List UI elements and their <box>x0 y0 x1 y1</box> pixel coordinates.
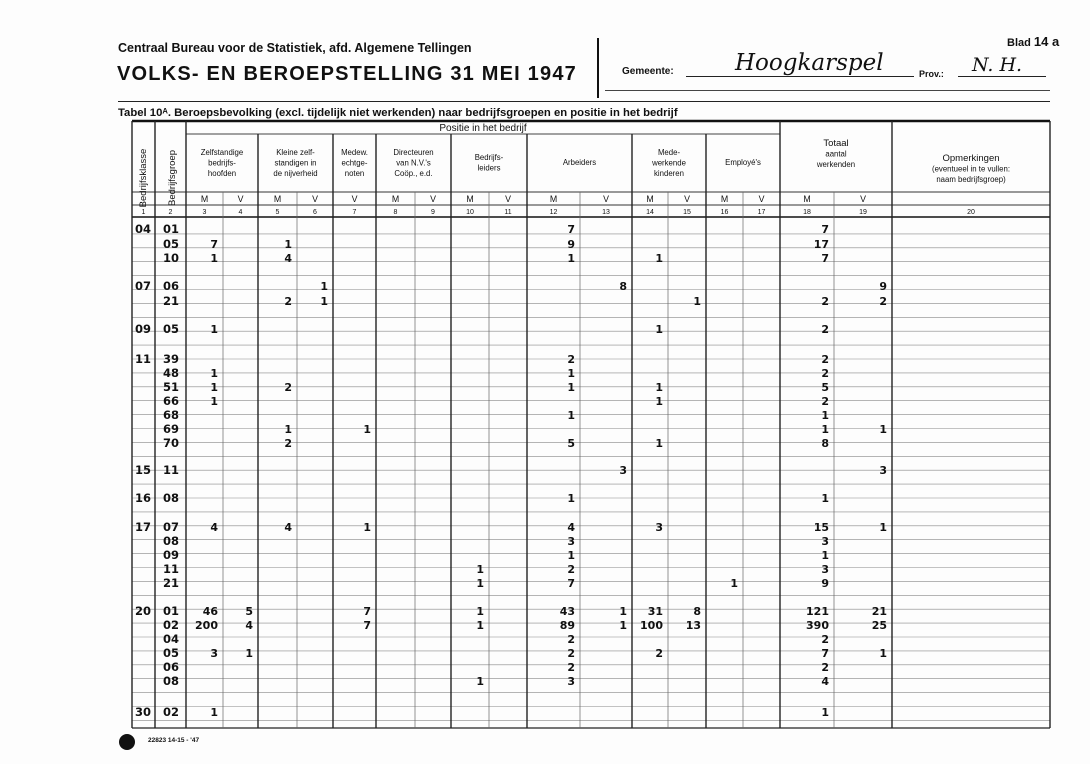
row-20-col-12: 43 <box>559 605 575 618</box>
blad-label: Blad <box>1007 37 1031 49</box>
mv-label-7: V <box>351 194 358 204</box>
row-0-groep: 01 <box>163 222 180 236</box>
header-group-0-line-0: Zelfstandige <box>200 148 244 157</box>
row-17-col-12: 1 <box>567 549 575 562</box>
column-number-12: 12 <box>549 209 558 216</box>
row-3-col-19: 9 <box>879 280 887 293</box>
row-26-klasse: 30 <box>135 705 152 719</box>
gemeente-label: Gemeente: <box>622 66 674 77</box>
header-group-2-line-1: echtge- <box>341 158 368 168</box>
row-4-col-19: 2 <box>879 295 887 308</box>
row-16-col-12: 3 <box>567 535 575 548</box>
header-group-0-line-1: bedrijfs- <box>208 158 236 168</box>
row-25-col-12: 3 <box>567 675 575 688</box>
row-4-col-6: 1 <box>320 295 328 308</box>
row-10-groep: 68 <box>163 408 180 422</box>
row-20-col-4: 5 <box>245 605 253 618</box>
row-18-col-12: 2 <box>567 563 575 576</box>
row-6-col-18: 2 <box>821 353 829 366</box>
row-1-col-5: 1 <box>284 238 292 251</box>
header-positie: Positie in het bedrijf <box>439 123 527 134</box>
header-group-3-line-0: Directeuren <box>393 148 434 157</box>
row-25-col-18: 4 <box>821 675 829 688</box>
header-group-8-line-1: aantal <box>825 149 847 159</box>
row-11-col-18: 1 <box>821 423 829 436</box>
row-2-col-18: 7 <box>821 252 829 265</box>
row-22-col-18: 2 <box>821 633 829 646</box>
row-25-col-10: 1 <box>476 675 484 688</box>
row-19-col-16: 1 <box>730 577 738 590</box>
row-15-groep: 07 <box>163 520 180 534</box>
row-6-groep: 39 <box>163 352 180 366</box>
row-15-col-5: 4 <box>284 521 292 534</box>
row-7-col-3: 1 <box>210 367 218 380</box>
row-7-col-12: 1 <box>567 367 575 380</box>
row-11-col-5: 1 <box>284 423 292 436</box>
mv-label-5: M <box>273 194 282 204</box>
row-0-klasse: 04 <box>135 222 152 236</box>
prov-value: N. H. <box>972 54 1023 76</box>
row-13-col-19: 3 <box>879 464 887 477</box>
row-1-col-18: 17 <box>813 238 829 251</box>
header-group-8-line-0: Totaal <box>823 138 849 149</box>
row-17-col-18: 1 <box>821 549 829 562</box>
row-26-col-18: 1 <box>821 706 829 719</box>
row-11-col-7: 1 <box>363 423 371 436</box>
row-22-groep: 04 <box>163 632 180 646</box>
row-21-col-13: 1 <box>619 619 627 632</box>
header-group-2-line-2: noten <box>344 169 365 178</box>
prov-label: Prov.: <box>919 69 944 79</box>
mv-label-14: M <box>646 194 654 204</box>
row-4-col-15: 1 <box>693 295 701 308</box>
row-18-groep: 11 <box>163 562 180 576</box>
row-2-col-3: 1 <box>210 252 218 265</box>
column-number-3: 3 <box>202 209 207 216</box>
row-9-groep: 66 <box>163 394 180 408</box>
row-12-col-5: 2 <box>284 437 292 450</box>
census-title: VOLKS- EN BEROEPSTELLING 31 MEI 1947 <box>117 63 577 85</box>
row-15-klasse: 17 <box>135 520 152 534</box>
row-24-groep: 06 <box>163 660 180 674</box>
row-12-col-12: 5 <box>567 437 575 450</box>
row-2-col-5: 4 <box>284 252 292 265</box>
header-group-6-line-2: kinderen <box>654 169 684 178</box>
row-2-col-14: 1 <box>655 252 663 265</box>
row-18-col-18: 3 <box>821 563 829 576</box>
row-13-klasse: 15 <box>135 463 152 477</box>
row-21-col-12: 89 <box>559 619 575 632</box>
row-21-col-10: 1 <box>476 619 484 632</box>
row-20-col-15: 8 <box>693 605 701 618</box>
header-group-6-line-0: Mede- <box>657 148 681 157</box>
row-9-col-14: 1 <box>655 395 663 408</box>
row-3-col-13: 8 <box>619 280 627 293</box>
row-20-groep: 01 <box>163 604 180 618</box>
row-22-col-12: 2 <box>567 633 575 646</box>
row-20-col-14: 31 <box>647 605 663 618</box>
column-number-10: 10 <box>466 209 474 216</box>
header-group-8-line-2: werkenden <box>816 160 856 169</box>
mv-label-15: V <box>684 194 690 204</box>
row-9-col-18: 2 <box>821 395 829 408</box>
bureau-header: Centraal Bureau voor de Statistiek, afd. Algemene Tellingen <box>118 41 472 55</box>
row-19-col-18: 9 <box>821 577 829 590</box>
row-20-col-18: 121 <box>806 605 829 618</box>
row-14-klasse: 16 <box>135 491 152 505</box>
row-14-col-12: 1 <box>567 492 575 505</box>
column-number-18: 18 <box>803 209 811 216</box>
header-group-9-line-1: (eventueel in te vullen: <box>931 164 1011 174</box>
column-number-14: 14 <box>646 209 654 216</box>
header-group-6-line-1: werkende <box>652 158 686 168</box>
row-26-groep: 02 <box>163 705 180 719</box>
mv-label-8: M <box>391 194 400 204</box>
mv-label-19: V <box>860 194 866 204</box>
header-group-3-line-1: van N.V.'s <box>396 158 431 168</box>
row-15-col-19: 1 <box>879 521 887 534</box>
row-21-col-14: 100 <box>640 619 663 632</box>
row-8-col-3: 1 <box>210 381 218 394</box>
header-bedrijfsgroep: Bedrijfsgroep <box>167 150 178 206</box>
row-7-groep: 48 <box>163 366 180 380</box>
column-number-5: 5 <box>275 209 280 216</box>
gemeente-value: Hoogkarspel <box>735 50 884 76</box>
mv-label-4: V <box>237 194 244 204</box>
row-10-col-12: 1 <box>567 409 575 422</box>
row-21-groep: 02 <box>163 618 180 632</box>
row-23-groep: 05 <box>163 646 180 660</box>
printer-seal-icon <box>119 734 135 750</box>
row-1-groep: 05 <box>163 237 180 251</box>
column-number-19: 19 <box>859 209 867 216</box>
row-2-col-12: 1 <box>567 252 575 265</box>
row-6-klasse: 11 <box>135 352 152 366</box>
row-21-col-18: 390 <box>806 619 829 632</box>
header-group-0-line-2: hoofden <box>207 169 237 178</box>
row-21-col-7: 7 <box>363 619 371 632</box>
header-group-1-line-1: standigen in <box>274 158 317 168</box>
row-7-col-18: 2 <box>821 367 829 380</box>
row-23-col-19: 1 <box>879 647 887 660</box>
row-19-col-10: 1 <box>476 577 484 590</box>
mv-label-13: V <box>603 194 609 204</box>
row-21-col-4: 4 <box>245 619 253 632</box>
row-24-col-18: 2 <box>821 661 829 674</box>
row-23-col-3: 3 <box>210 647 218 660</box>
row-23-col-12: 2 <box>567 647 575 660</box>
row-21-col-19: 25 <box>871 619 887 632</box>
print-code: 22823 14-15 - '47 <box>148 737 200 744</box>
column-number-15: 15 <box>683 209 691 216</box>
header-group-9-line-0: Opmerkingen <box>942 153 1000 164</box>
row-15-col-18: 15 <box>813 521 829 534</box>
mv-label-18: M <box>803 194 811 204</box>
row-1-col-3: 7 <box>210 238 218 251</box>
row-11-col-19: 1 <box>879 423 887 436</box>
header-group-2-line-0: Medew. <box>341 148 368 157</box>
header-group-9-line-2: naam bedrijfsgroep) <box>936 175 1006 184</box>
mv-label-9: V <box>430 194 436 204</box>
row-8-groep: 51 <box>163 380 180 394</box>
row-5-col-3: 1 <box>210 323 218 336</box>
row-3-col-6: 1 <box>320 280 328 293</box>
column-number-16: 16 <box>720 209 729 216</box>
row-8-col-14: 1 <box>655 381 663 394</box>
row-17-groep: 09 <box>163 548 180 562</box>
header-group-4-line-1: leiders <box>477 163 501 173</box>
row-13-col-13: 3 <box>619 464 627 477</box>
column-number-1: 1 <box>141 209 146 216</box>
row-0-col-12: 7 <box>567 223 575 236</box>
column-number-2: 2 <box>168 209 173 216</box>
row-21-col-15: 13 <box>685 619 701 632</box>
mv-label-10: M <box>466 194 474 204</box>
row-11-groep: 69 <box>163 422 180 436</box>
row-16-col-18: 3 <box>821 535 829 548</box>
blad-number: 14 a <box>1033 34 1060 49</box>
header-group-1-line-2: de nijverheid <box>273 169 318 178</box>
row-20-klasse: 20 <box>135 604 152 618</box>
row-16-groep: 08 <box>163 534 180 548</box>
mv-label-3: M <box>200 194 209 204</box>
row-23-col-4: 1 <box>245 647 253 660</box>
row-20-col-19: 21 <box>871 605 887 618</box>
row-3-groep: 06 <box>163 279 180 293</box>
row-19-col-12: 7 <box>567 577 575 590</box>
row-3-klasse: 07 <box>135 279 152 293</box>
column-number-7: 7 <box>352 209 357 216</box>
row-12-groep: 70 <box>163 436 180 450</box>
row-12-col-14: 1 <box>655 437 663 450</box>
mv-label-16: M <box>720 194 729 204</box>
mv-label-11: V <box>505 194 511 204</box>
row-5-klasse: 09 <box>135 322 152 336</box>
row-18-col-10: 1 <box>476 563 484 576</box>
row-5-col-18: 2 <box>821 323 829 336</box>
row-6-col-12: 2 <box>567 353 575 366</box>
header-group-5-line-0: Arbeiders <box>562 158 597 167</box>
table-title: Tabel 10ᴬ. Beroepsbevolking (excl. tijdelijk niet werkenden) naar bedrijfsgroepen en positie in het bedrijf <box>118 107 678 119</box>
row-0-col-18: 7 <box>821 223 829 236</box>
row-20-col-3: 46 <box>202 605 218 618</box>
mv-label-17: V <box>758 194 765 204</box>
row-8-col-18: 5 <box>821 381 829 394</box>
column-number-4: 4 <box>238 209 243 216</box>
row-12-col-18: 8 <box>821 437 829 450</box>
header-group-3-line-2: Coöp., e.d. <box>394 169 433 178</box>
row-4-groep: 21 <box>163 294 180 308</box>
row-9-col-3: 1 <box>210 395 218 408</box>
row-10-col-18: 1 <box>821 409 829 422</box>
row-20-col-10: 1 <box>476 605 484 618</box>
column-number-11: 11 <box>504 209 512 216</box>
row-20-col-7: 7 <box>363 605 371 618</box>
mv-label-6: V <box>312 194 318 204</box>
column-number-17: 17 <box>757 209 766 216</box>
row-15-col-3: 4 <box>210 521 218 534</box>
row-14-groep: 08 <box>163 491 180 505</box>
row-14-col-18: 1 <box>821 492 829 505</box>
row-4-col-18: 2 <box>821 295 829 308</box>
column-number-9: 9 <box>431 209 435 216</box>
row-8-col-12: 1 <box>567 381 575 394</box>
mv-label-12: M <box>549 194 558 204</box>
header-bedrijfsklasse: Bedrijfsklasse <box>138 148 149 208</box>
row-8-col-5: 2 <box>284 381 292 394</box>
row-15-col-7: 1 <box>363 521 371 534</box>
row-26-col-3: 1 <box>210 706 218 719</box>
row-2-groep: 10 <box>163 251 180 265</box>
column-number-6: 6 <box>313 209 317 216</box>
row-21-col-3: 200 <box>195 619 218 632</box>
row-23-col-18: 7 <box>821 647 829 660</box>
row-4-col-5: 2 <box>284 295 292 308</box>
row-13-groep: 11 <box>163 463 180 477</box>
row-25-groep: 08 <box>163 674 180 688</box>
header-group-1-line-0: Kleine zelf- <box>276 148 315 157</box>
column-number-20: 20 <box>967 209 975 216</box>
row-1-col-12: 9 <box>567 238 575 251</box>
row-5-col-14: 1 <box>655 323 663 336</box>
row-5-groep: 05 <box>163 322 180 336</box>
row-19-groep: 21 <box>163 576 180 590</box>
header-group-4-line-0: Bedrijfs- <box>474 153 504 162</box>
column-number-8: 8 <box>393 209 398 216</box>
column-number-13: 13 <box>602 209 610 216</box>
row-15-col-14: 3 <box>655 521 663 534</box>
row-24-col-12: 2 <box>567 661 575 674</box>
row-15-col-12: 4 <box>567 521 575 534</box>
row-20-col-13: 1 <box>619 605 627 618</box>
header-group-7-line-0: Employé's <box>725 158 761 167</box>
row-23-col-14: 2 <box>655 647 663 660</box>
